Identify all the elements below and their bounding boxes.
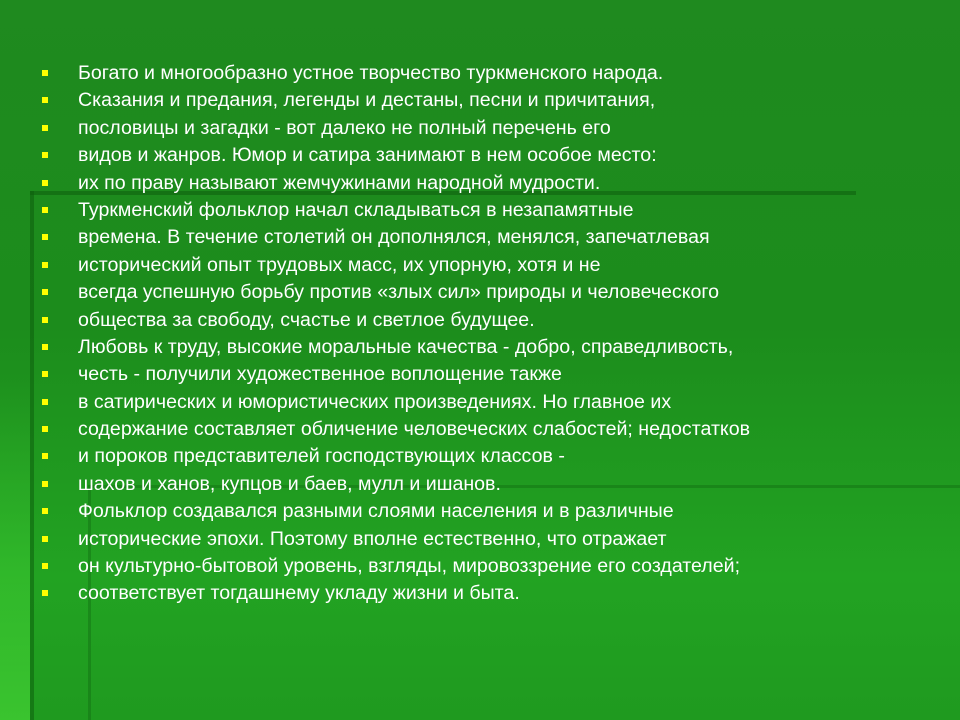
- square-bullet-icon: [42, 536, 48, 542]
- list-item-text: исторические эпохи. Поэтому вполне естественно, что отражает: [78, 527, 667, 550]
- square-bullet-icon: [42, 289, 48, 295]
- decorative-glow: [0, 380, 30, 720]
- square-bullet-icon: [42, 453, 48, 459]
- slide-body: [42, 60, 942, 608]
- list-item: [42, 115, 942, 142]
- bullet-list: [42, 60, 942, 608]
- list-item-text: в сатирических и юмористических произведениях. Но главное их: [78, 390, 672, 413]
- list-item-text: честь - получили художественное воплощение также: [78, 363, 562, 386]
- list-item: [42, 279, 942, 306]
- square-bullet-icon: [42, 152, 48, 158]
- list-item: [42, 498, 942, 525]
- list-item-text: пословицы и загадки - вот далеко не полный перечень его: [78, 116, 611, 139]
- list-item-text: Сказания и предания, легенды и дестаны, песни и причитания,: [78, 89, 656, 112]
- square-bullet-icon: [42, 426, 48, 432]
- list-item-text: и пороков представителей господствующих классов -: [78, 445, 565, 468]
- list-item-text: он культурно-бытовой уровень, взгляды, мировоззрение его создателей;: [78, 555, 741, 578]
- square-bullet-icon: [42, 70, 48, 76]
- list-item: [42, 87, 942, 114]
- list-item: [42, 170, 942, 197]
- square-bullet-icon: [42, 180, 48, 186]
- square-bullet-icon: [42, 563, 48, 569]
- square-bullet-icon: [42, 590, 48, 596]
- list-item: [42, 252, 942, 279]
- square-bullet-icon: [42, 399, 48, 405]
- square-bullet-icon: [42, 371, 48, 377]
- square-bullet-icon: [42, 125, 48, 131]
- list-item: [42, 471, 942, 498]
- list-item: [42, 553, 942, 580]
- list-item-text: их по праву называют жемчужинами народной мудрости.: [78, 171, 601, 194]
- list-item: [42, 334, 942, 361]
- list-item-text: Фольклор создавался разными слоями населения и в различные: [78, 500, 674, 523]
- list-item: [42, 361, 942, 388]
- list-item-text: времена. В течение столетий он дополнялся, менялся, запечатлевая: [78, 226, 710, 249]
- list-item: [42, 224, 942, 251]
- square-bullet-icon: [42, 234, 48, 240]
- list-item: [42, 197, 942, 224]
- list-item-text: соответствует тогдашнему укладу жизни и быта.: [78, 582, 520, 605]
- square-bullet-icon: [42, 508, 48, 514]
- square-bullet-icon: [42, 481, 48, 487]
- list-item-text: исторический опыт трудовых масс, их упорную, хотя и не: [78, 253, 601, 276]
- list-item-text: шахов и ханов, купцов и баев, мулл и ишанов.: [78, 472, 501, 495]
- square-bullet-icon: [42, 317, 48, 323]
- square-bullet-icon: [42, 262, 48, 268]
- list-item-text: Любовь к труду, высокие моральные качества - добро, справедливость,: [78, 335, 734, 358]
- list-item: [42, 389, 942, 416]
- list-item-text: общества за свободу, счастье и светлое будущее.: [78, 308, 535, 331]
- square-bullet-icon: [42, 344, 48, 350]
- list-item: [42, 580, 942, 607]
- decorative-line-vertical: [30, 191, 34, 720]
- list-item-text: всегда успешную борьбу против «злых сил» природы и человеческого: [78, 281, 720, 304]
- list-item: [42, 416, 942, 443]
- list-item-text: Туркменский фольклор начал складываться в незапамятные: [78, 198, 634, 221]
- list-item: [42, 526, 942, 553]
- list-item-text: содержание составляет обличение человеческих слабостей; недостатков: [78, 418, 751, 441]
- square-bullet-icon: [42, 207, 48, 213]
- list-item: [42, 443, 942, 470]
- square-bullet-icon: [42, 97, 48, 103]
- list-item: [42, 307, 942, 334]
- list-item: [42, 142, 942, 169]
- list-item-text: Богато и многообразно устное творчество туркменского народа.: [78, 62, 664, 84]
- list-item: [42, 60, 942, 87]
- list-item-text: видов и жанров. Юмор и сатира занимают в нем особое место:: [78, 144, 657, 167]
